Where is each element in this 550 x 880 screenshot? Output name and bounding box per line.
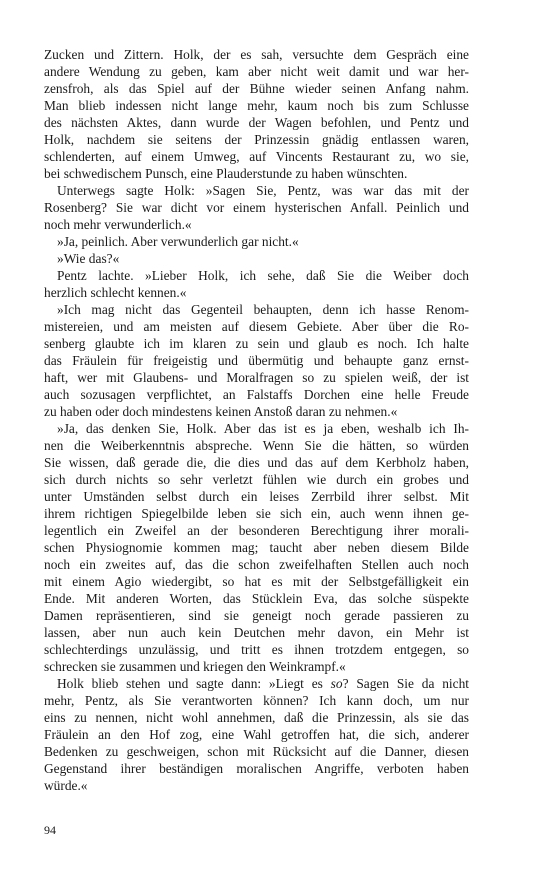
text-line: legentlich ein Zweifel an der besonderen Berechtigung ihrer morali- xyxy=(44,523,469,538)
text-line: auch sozusagen verpflichtet, an Falstaffs Dorchen eine helle Freude xyxy=(44,387,469,402)
text-line: Unterwegs sagte Holk: »Sagen Sie, Pentz, was war das mit der xyxy=(57,183,469,198)
text-line: würde.« xyxy=(44,778,88,793)
text-line: Bedenken zu geschweigen, schon mit Rücksicht auf die Danner, diesen xyxy=(44,744,469,759)
text-line: senberg glaubte ich im klaren zu sein und glaub es noch. Ich halte xyxy=(44,336,469,351)
text-line: zensfroh, als das Spiel auf der Bühne wieder seinen Anfang nahm. xyxy=(44,81,469,96)
text-line: schen Physiognomie kommen mag; taucht aber neben diesem Bilde xyxy=(44,540,469,555)
text-line: »Ja, das denken Sie, Holk. Aber das ist es ja eben, weshalb ich Ih- xyxy=(57,421,469,436)
text-line: sich durch nichts so sehr verletzt fühlen wie durch ein grobes und xyxy=(44,472,469,487)
text-line: lassen, aber nun auch kein Deutchen mehr davon, ein Mehr ist xyxy=(44,625,469,640)
text-line: Gegenstand ihrer beständigen moralischen Angriffe, verboten haben xyxy=(44,761,469,776)
text-line: nen die Weiberkenntnis abspreche. Wenn Sie die hätten, so würden xyxy=(44,438,469,453)
text-line: andere Wendung zu geben, kam aber nicht weit damit und war her- xyxy=(44,64,469,79)
text-line: bei schwedischem Punsch, eine Plauderstunde zu haben wünschten. xyxy=(44,166,408,181)
emphasis: so xyxy=(330,676,343,691)
text-line: Fräulein an den Hof zog, eine Wahl getroffen hat, die sich, anderer xyxy=(44,727,469,742)
page-body xyxy=(44,46,469,794)
text-line: haft, wer mit Glaubens- und Moralfragen so zu spielen weiß, der ist xyxy=(44,370,469,385)
text-line: noch mehr verwunderlich.« xyxy=(44,217,192,232)
text-line: Sie wissen, daß gerade die, die dies und das auf dem Kerbholz haben, xyxy=(44,455,469,470)
text-line: eins zu nennen, nicht wohl annehmen, daß die Prinzessin, als sie das xyxy=(44,710,469,725)
text-line: schrecken sie zusammen und kriegen den Weinkrampf.« xyxy=(44,659,346,674)
text-line: Rosenberg? Sie war dicht vor einem hysterischen Anfall. Peinlich und xyxy=(44,200,469,215)
text-line: »Ich mag nicht das Gegenteil behaupten, denn ich hasse Renom- xyxy=(57,302,469,317)
text-line: mistereien, und am meisten auf diesem Gebiete. Aber über die Ro- xyxy=(44,319,469,334)
text-line: Zucken und Zittern. Holk, der es sah, versuchte dem Gespräch eine xyxy=(44,47,469,62)
text-line: Man blieb indessen nicht lange mehr, kaum noch bis zum Schlusse xyxy=(44,98,469,113)
text-line: Holk blieb stehen und sagte dann: »Liegt es so? Sagen Sie da nicht xyxy=(57,676,469,691)
text-line: das Fräulein für freigeistig und übermütig und behaupte ganz ernst- xyxy=(44,353,469,368)
text-line: Ende. Mit anderen Worten, das Stücklein Eva, das solche süspekte xyxy=(44,591,469,606)
text-line: Pentz lachte. »Lieber Holk, ich sehe, daß Sie die Weiber doch xyxy=(57,268,469,283)
text-line: mit einem Agio wiedergibt, so hat es mit der Selbstgefälligkeit ein xyxy=(44,574,469,589)
text-line: unter Umständen selbst durch ein leises Zerrbild ihrer selbst. Mit xyxy=(44,489,469,504)
text-line: Holk, nachdem sie seitens der Prinzessin gnädig entlassen waren, xyxy=(44,132,469,147)
text-line: schlenderten, auf einem Umweg, auf Vincents Restaurant zu, wo sie, xyxy=(44,149,469,164)
text-line: Damen repräsentieren, sind sie geneigt noch gerade passieren zu xyxy=(44,608,469,623)
text-line: schlechterdings unzulässig, und tritt es ihnen trotzdem entgegen, so xyxy=(44,642,469,657)
page-number: 94 xyxy=(44,823,56,837)
text-line: des nächsten Aktes, dann wurde der Wagen befohlen, und Pentz und xyxy=(44,115,469,130)
text-line: noch ein zweites auf, das die schon zweifelhaften Stellen auch noch xyxy=(44,557,469,572)
text-line: »Ja, peinlich. Aber verwunderlich gar nicht.« xyxy=(57,234,299,249)
text-line: herzlich schlecht kennen.« xyxy=(44,285,187,300)
text-line: zu haben oder doch mindestens keinen Anstoß daran zu nehmen.« xyxy=(44,404,398,419)
text-line: mehr, Pentz, als Sie verantworten können? Ich kann doch, um nur xyxy=(44,693,469,708)
text-line: ihrem richtigen Spiegelbilde leben sie sich ein, auch wenn ihnen ge- xyxy=(44,506,469,521)
text-line: »Wie das?« xyxy=(57,251,120,266)
